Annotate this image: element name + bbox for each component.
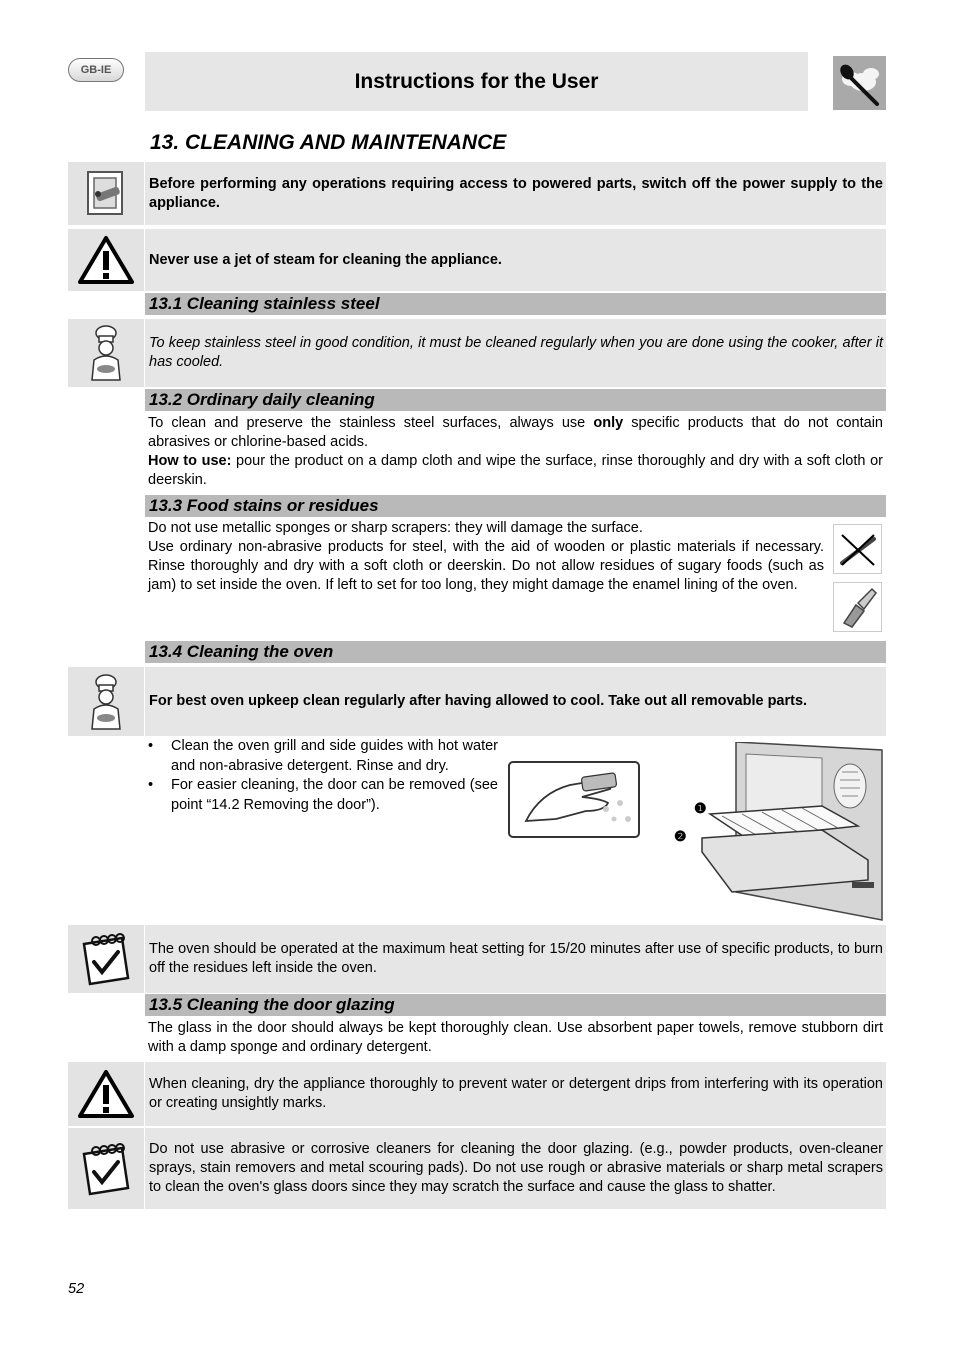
daily-cleaning-p2: How to use: pour the product on a damp cloth and wipe the surface, rinse thoroughly and dry with a soft cloth or deerskin. xyxy=(148,453,883,488)
notepad-check-icon xyxy=(78,930,134,988)
header-title: Instructions for the User xyxy=(354,69,599,93)
chef-icon-box-1 xyxy=(68,319,144,387)
country-badge: GB-IE xyxy=(68,58,124,82)
note-icon-box-2 xyxy=(68,1128,144,1209)
section-13-5-heading: 13.5 Cleaning the door glazing xyxy=(145,994,886,1016)
chapter-title: 13. CLEANING AND MAINTENANCE xyxy=(150,131,507,154)
chef-icon xyxy=(84,324,128,382)
section-13-4-heading: 13.4 Cleaning the oven xyxy=(145,641,886,663)
food-stains-text xyxy=(148,519,824,595)
power-warning: Before performing any operations requiring access to powered parts, switch off the power supply to the appliance. xyxy=(145,162,886,225)
steam-warning: Never use a jet of steam for cleaning the appliance. xyxy=(145,229,886,291)
bullet-item: • Clean the oven grill and side guides with hot water and non-abrasive detergent. Rinse and dry. xyxy=(148,737,498,776)
chef-icon-box-2 xyxy=(68,667,144,736)
food-stains-p2: Use ordinary non-abrasive products for steel, with the aid of wooden or plastic materials if necessary. Rinse thoroughly and dry with a soft cloth or deerskin. Do not allow residues of sugary foods (such as jam) to set inside the oven. If left to set for too long, they might damage the enamel lining of the oven. xyxy=(148,539,824,593)
door-glazing-text: The glass in the door should always be kept thoroughly clean. Use absorbent paper towels, remove stubborn dirt with a damp sponge and ordinary detergent. xyxy=(148,1020,883,1055)
dry-appliance-warning: When cleaning, dry the appliance thoroughly to prevent water or detergent drips from interfering with its operation or creating unsightly marks. xyxy=(145,1062,886,1126)
oven-interior-illustration xyxy=(672,742,884,922)
steam-icon-box xyxy=(68,229,144,291)
section-13-2-heading: 13.2 Ordinary daily cleaning xyxy=(145,389,886,411)
oven-cleaning-bullets xyxy=(148,737,498,815)
oven-upkeep-note: For best oven upkeep clean regularly after having allowed to cool. Take out all removable parts. xyxy=(145,667,886,736)
daily-cleaning-p1: To clean and preserve the stainless steel surfaces, always use only specific products that do not contain abrasives or chlorine-based acids. xyxy=(148,415,883,450)
warning-icon-box-2 xyxy=(68,1062,144,1126)
notepad-check-icon xyxy=(78,1140,134,1198)
spoon-icon xyxy=(833,56,886,110)
power-icon-box xyxy=(68,162,144,225)
burn-off-tip: The oven should be operated at the maximum heat setting for 15/20 minutes after use of specific products, to burn off the residues left inside the oven. xyxy=(145,925,886,993)
section-13-1-heading: 13.1 Cleaning stainless steel xyxy=(145,293,886,315)
callout-1: ❶ xyxy=(694,800,707,816)
chef-logo xyxy=(833,56,886,110)
warning-triangle-icon xyxy=(77,1068,135,1120)
chef-icon xyxy=(84,673,128,731)
stainless-steel-note: To keep stainless steel in good condition, it must be cleaned regularly when you are done using the cooker, after it has cooled. xyxy=(145,319,886,387)
abrasive-cleaner-note: Do not use abrasive or corrosive cleaners for cleaning the door glazing. (e.g., powder products, oven-cleaner sprays, stain removers and metal scouring pads). Do not use rough or abrasive materials or sharp metal scrapers to clean the oven's glass doors since they may scratch the surface and cause the glass to shatter. xyxy=(145,1128,886,1209)
page-number: 52 xyxy=(68,1281,85,1297)
section-13-3-heading: 13.3 Food stains or residues xyxy=(145,495,886,517)
header-bar xyxy=(145,52,808,111)
callout-2: ❷ xyxy=(674,828,687,844)
power-switch-icon xyxy=(82,168,130,220)
hand-cleaning-illustration xyxy=(508,761,640,838)
bullet-item: • For easier cleaning, the door can be removed (see point “14.2 Removing the door”). xyxy=(148,776,498,815)
food-stains-p1: Do not use metallic sponges or sharp scrapers: they will damage the surface. xyxy=(148,520,643,536)
daily-cleaning-text xyxy=(148,414,883,490)
note-icon-box-1 xyxy=(68,925,144,993)
warning-triangle-icon xyxy=(77,234,135,286)
plastic-scraper-icon xyxy=(833,582,882,632)
no-scraper-icon xyxy=(833,524,882,574)
